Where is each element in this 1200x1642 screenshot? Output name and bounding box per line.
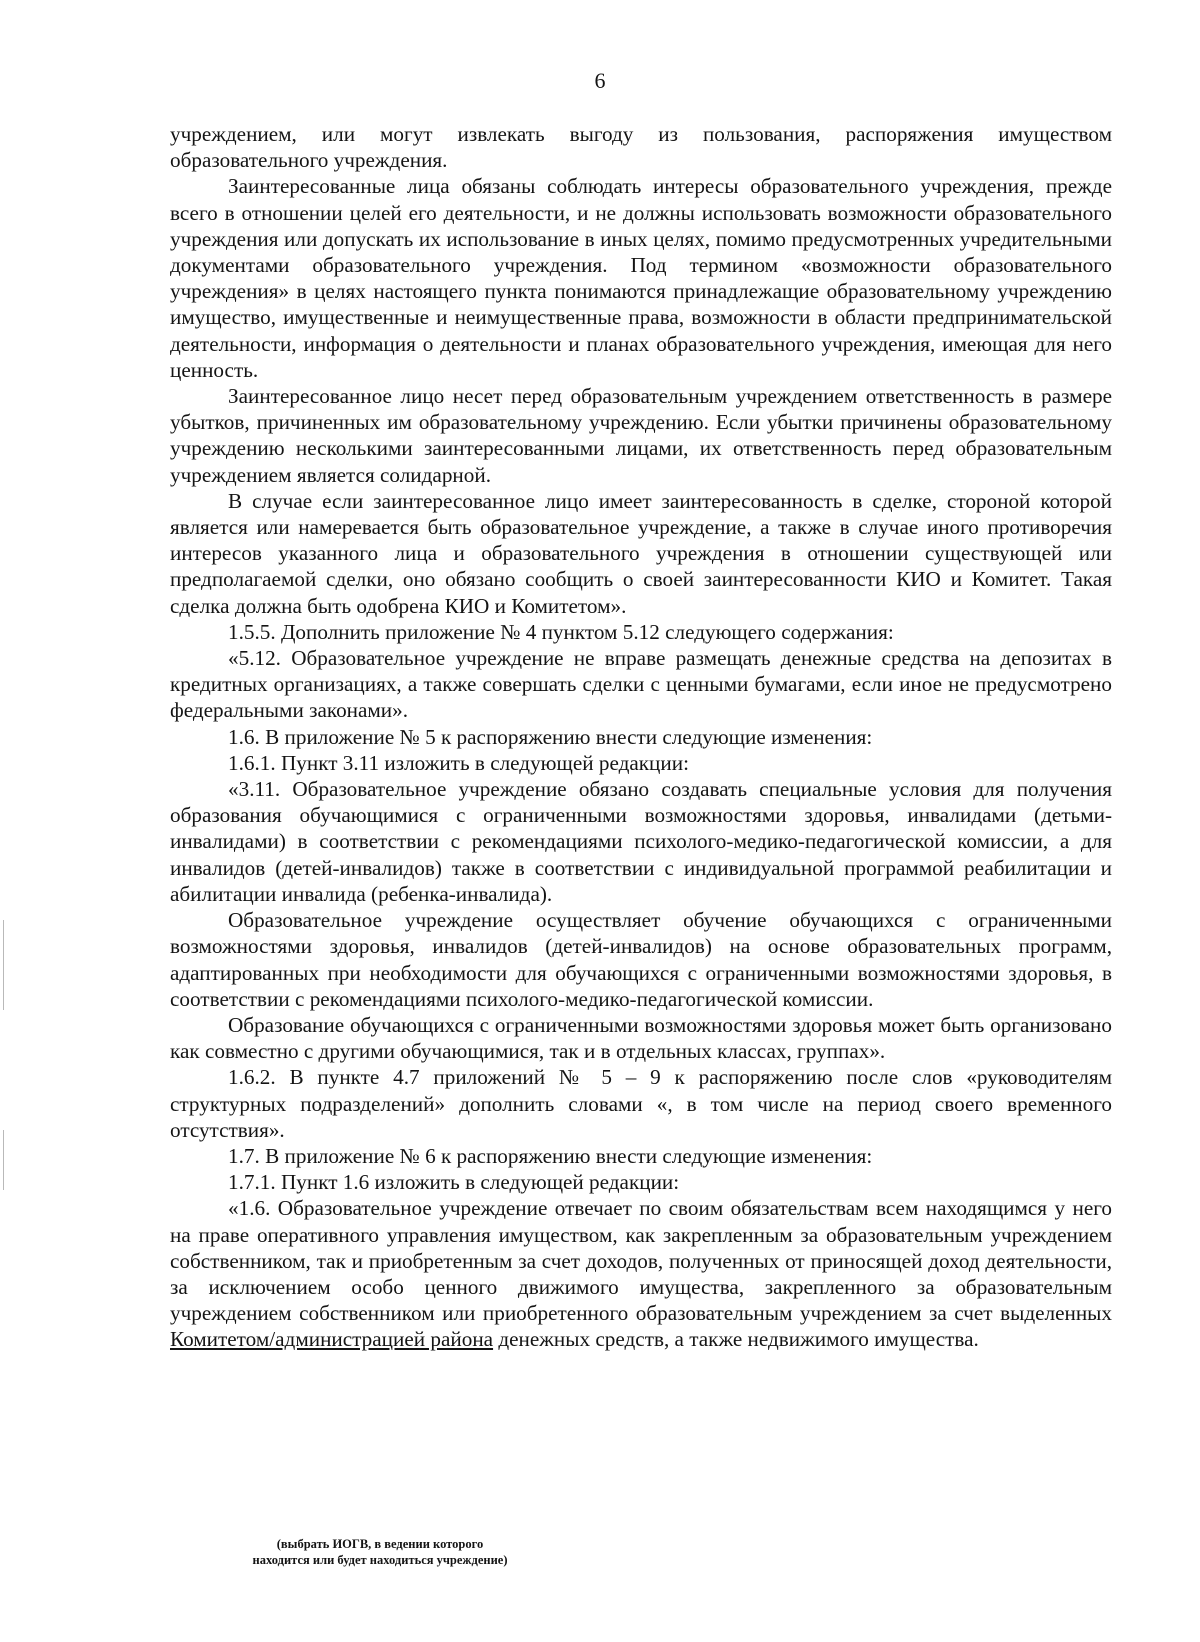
last-paragraph [170, 1195, 1112, 1352]
paragraph: Заинтересованное лицо несет перед образовательным учреждением ответственность в размере убытков, причиненных им образовательному учреждению. Если убытки причинены образовательному учреждению несколькими заинтересованными лицами, их ответственность перед образовательным учреждением является солидарной. [170, 384, 1112, 487]
page-number: 6 [594, 68, 606, 93]
scan-margin-mark [3, 920, 4, 1010]
footnote-line-2: находится или будет находиться учреждение) [252, 1553, 508, 1567]
last-paragraph-text-start: «1.6. Образовательное учреждение отвечает по своим обязательствам всем находящимся у него на праве оперативного управления имуществом, как закрепленным за образовательным учреждением собственником, так и приобретенным за счет доходов, полученных от приносящей доход деятельности, за исключением особо ценного движимого имущества, закрепленного за образовательным учреждением собственником или приобретенного образовательным учреждением за счет выделенных [170, 1196, 1112, 1326]
paragraph: Образовательное учреждение осуществляет обучение обучающихся с ограниченными возможностями здоровья, инвалидов (детей-инвалидов) на основе образовательных программ, адаптированных при необходимости для обучающихся с ограниченными возможностями здоровья, в соответствии с рекомендациями психолого-медико-педагогической комиссии. [170, 908, 1112, 1011]
last-paragraph-text-end: денежных средств, а также недвижимого имущества. [493, 1327, 979, 1352]
paragraph: 1.5.5. Дополнить приложение № 4 пунктом 5.12 следующего содержания: [228, 619, 894, 644]
footnote [170, 1536, 590, 1568]
underlined-authority-placeholder: Комитетом/администрацией района [170, 1327, 494, 1352]
paragraph: 1.7.1. Пункт 1.6 изложить в следующей редакции: [228, 1170, 680, 1195]
paragraph: «5.12. Образовательное учреждение не вправе размещать денежные средства на депозитах в кредитных организациях, а также совершать сделки с ценными бумагами, если иное не предусмотрено федеральными законами». [170, 646, 1112, 723]
paragraph: Образование обучающихся с ограниченными возможностями здоровья может быть организовано как совместно с другими обучающимися, так и в отдельных классах, группах». [170, 1012, 1112, 1064]
paragraph: учреждением, или могут извлекать выгоду из пользования, распоряжения имуществом образовательного учреждения. [170, 122, 1112, 173]
paragraph: 1.7. В приложение № 6 к распоряжению внести следующие изменения: [228, 1143, 873, 1168]
footnote-line-1: (выбрать ИОГВ, в ведении которого [276, 1537, 484, 1551]
paragraph: 1.6.1. Пункт 3.11 изложить в следующей редакции: [228, 750, 689, 775]
paragraph: Заинтересованные лица обязаны соблюдать интересы образовательного учреждения, прежде всего в отношении целей его деятельности, и не должны использовать возможности образовательного учреждения или допускать их использование в иных целях, помимо предусмотренных учредительными документами образовательного учреждения. Под термином «возможности образовательного учреждения» в целях настоящего пункта понимаются принадлежащие образовательному учреждению имущество, имущественные и неимущественные права, возможности в области предпринимательской деятельности, информация о деятельности и планах образовательного учреждения, имеющая для него ценность. [170, 174, 1112, 382]
scan-margin-mark [3, 1130, 4, 1190]
paragraph: 1.6. В приложение № 5 к распоряжению внести следующие изменения: [228, 724, 873, 749]
paragraph: «3.11. Образовательное учреждение обязано создавать специальные условия для получения образования обучающимися с ограниченными возможностями здоровья, инвалидами (детьми-инвалидами) в соответствии с рекомендациями психолого-медико-педагогической комиссии, а для инвалидов (детей-инвалидов) также в соответствии с индивидуальной программой реабилитации и абилитации инвалида (ребенка-инвалида). [170, 777, 1112, 906]
paragraph: 1.6.2. В пункте 4.7 приложений № 5 – 9 к распоряжению после слов «руководителям структурных подразделений» дополнить словами «, в том числе на период своего временного отсутствия». [170, 1065, 1112, 1142]
document-body [170, 121, 1112, 1353]
paragraph: В случае если заинтересованное лицо имеет заинтересованность в сделке, стороной которой является или намеревается быть образовательное учреждение, а также в случае иного противоречия интересов указанного лица и образовательного учреждения в отношении существующей или предполагаемой сделки, оно обязано сообщить о своей заинтересованности КИО и Комитет. Такая сделка должна быть одобрена КИО и Комитетом». [170, 488, 1112, 618]
